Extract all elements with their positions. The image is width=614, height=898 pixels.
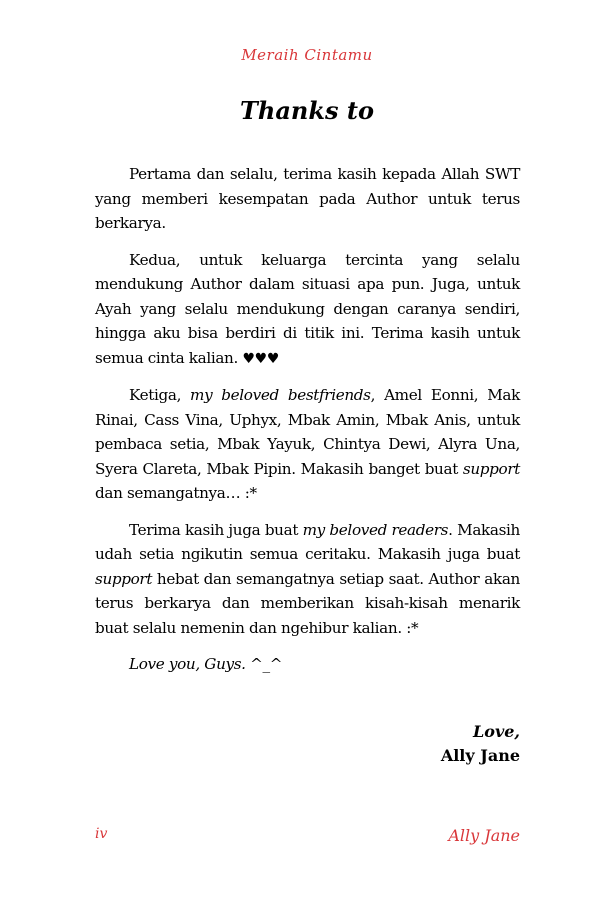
paragraph-4-middle: . Makasih udah setia ngikutin semua ceritaku. Makasih juga buat [95,520,520,563]
paragraph-3-italic-1: my beloved bestfriends [190,386,371,404]
footer-author-name: Ally Jane [448,826,520,845]
hearts-icon: ♥♥♥ [242,350,280,367]
paragraph-1-text: Pertama dan selalu, terima kasih kepada Allah SWT yang memberi kesempatan pada Author untuk terus berkarya. [95,165,520,232]
page-number: iv [95,826,108,842]
paragraph-4-italic-2: support [95,569,153,588]
paragraph-4-intro: Terima kasih juga buat [129,520,303,539]
paragraph-3-italic-2: support [462,459,520,478]
running-header: Meraih Cintamu [241,46,373,64]
signoff [95,720,520,768]
signoff-love: Love, [473,722,520,741]
paragraph-4-end: hebat dan semangatnya setiap saat. Author akan terus berkarya dan memberikan kisah-kisah menarik buat selalu nemenin dan ngehibur kalian. :* [95,569,520,637]
paragraph-2-text: Kedua, untuk keluarga tercinta yang selalu mendukung Author dalam situasi apa pun. Juga, untuk Ayah yang selalu mendukung dengan caranya sendiri, hingga aku bisa berdiri di titik ini. Terima kasih untuk semua cinta kalian. [95,250,520,367]
signoff-author: Ally Jane [440,746,520,765]
paragraph-3-middle: , Amel Eonni, Mak Rinai, Cass Vina, Uphyx, Mbak Amin, Mbak Anis, untuk pembaca setia, Mbak Yayuk, Chintya Dewi, Alyra Una, Syera Clareta, Mbak Pipin. Makasih banget buat [95,386,520,478]
paragraph-4 [95,518,520,641]
paragraph-3-intro: Ketiga, [129,386,191,404]
paragraph-3-end: dan semangatnya… :* [95,484,257,502]
paragraph-5-text: Love you, Guys. ^_^ [129,655,283,673]
body-text [95,162,520,687]
page-title: Thanks to [240,96,374,125]
paragraph-3 [95,383,520,506]
paragraph-1 [95,162,520,236]
paragraph-4-italic-1: my beloved readers [302,520,449,539]
paragraph-2 [95,248,520,372]
paragraph-5 [95,652,520,677]
